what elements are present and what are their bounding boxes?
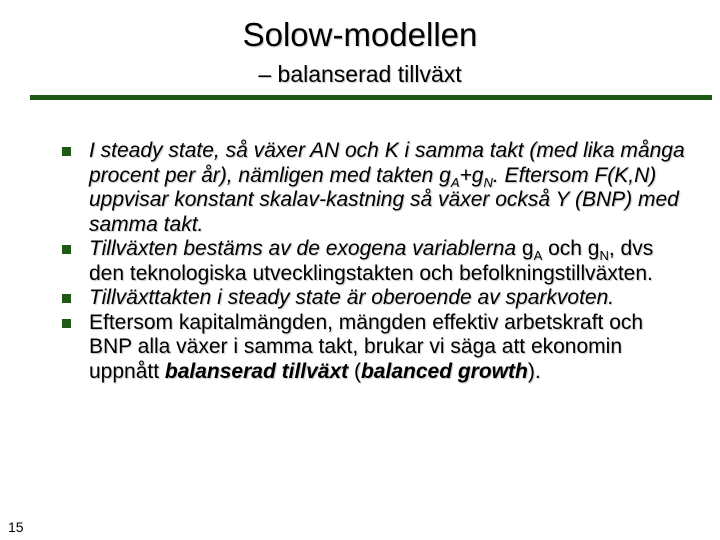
emphasis-text: balanced growth	[360, 359, 528, 383]
bullet-text: . Eftersom F(K,N) uppvisar konstant skalav-kastning så växer också Y (BNP) med samma takt.	[89, 163, 679, 236]
bullet-text: g	[516, 237, 534, 260]
subscript: N	[599, 248, 609, 264]
subscript: N	[483, 174, 493, 190]
bullet-item	[62, 139, 690, 237]
bullet-item	[62, 286, 690, 311]
slide-title: Solow-modellen	[242, 16, 478, 53]
subscript: A	[533, 248, 543, 264]
bullet-marker-icon	[62, 245, 71, 254]
bullet-marker-icon	[62, 319, 71, 328]
bullet-text: (	[348, 359, 361, 383]
bullet-list	[62, 139, 690, 384]
bullet-text: , dvs den teknologiska utvecklingstakten och befolkningstillväxten.	[89, 237, 654, 285]
emphasis-text: balanserad tillväxt	[164, 359, 349, 383]
bullet-text: I steady state, så växer AN och K i samma takt (med lika många procent per år), nämligen med takten g	[89, 139, 685, 187]
bullet-item	[62, 311, 690, 385]
bullet-item	[62, 237, 690, 286]
slide-subtitle: – balanserad tillväxt	[258, 61, 462, 87]
bullet-text: Tillväxten bestäms av de exogena variablerna	[89, 237, 517, 260]
bullet-text: +g	[459, 163, 484, 187]
title-divider	[30, 95, 712, 100]
bullet-text: och g	[542, 237, 600, 260]
bullet-text: ).	[527, 359, 541, 383]
bullet-marker-icon	[62, 147, 71, 156]
bullet-text: Eftersom kapitalmängden, mängden effektiv arbetskraft och BNP alla växer i samma takt, brukar vi säga att ekonomin uppnått	[89, 310, 644, 383]
subscript: A	[450, 174, 460, 190]
page-number: 15	[8, 519, 24, 535]
bullet-marker-icon	[62, 294, 71, 303]
bullet-text: Tillväxttakten i steady state är oberoende av sparkvoten.	[89, 286, 615, 309]
